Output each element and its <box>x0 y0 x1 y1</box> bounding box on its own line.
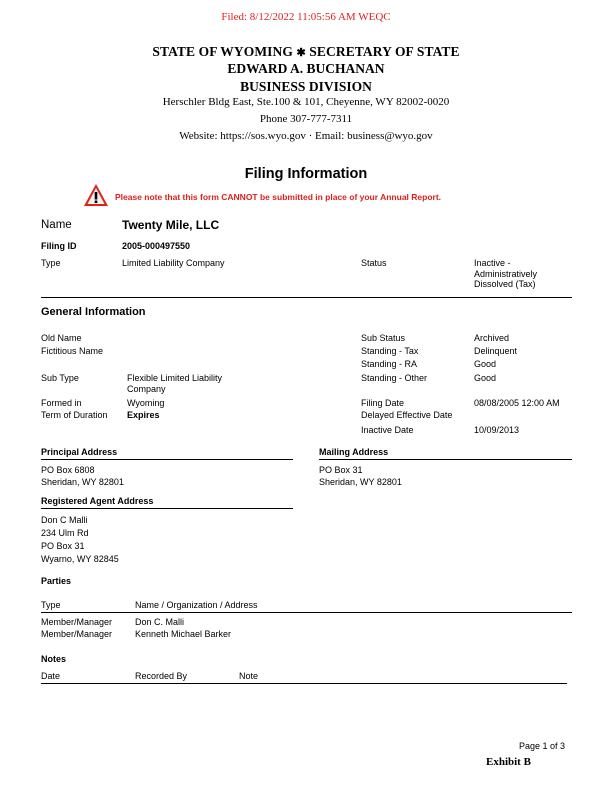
official-name: EDWARD A. BUCHANAN <box>227 61 385 76</box>
office-phone: Phone 307-777-7311 <box>259 113 353 125</box>
delayed-effective-date-label: Delayed Effective Date <box>361 410 453 420</box>
filing-id-label: Filing ID <box>41 241 77 251</box>
divider <box>41 508 293 509</box>
standing-tax-value: Delinquent <box>474 346 518 356</box>
divider <box>41 459 293 460</box>
star-separator-icon: ✱ <box>296 47 306 59</box>
warning-icon <box>83 183 109 207</box>
filing-date-value: 08/08/2005 12:00 AM <box>474 398 560 408</box>
party-name: Kenneth Michael Barker <box>135 629 232 639</box>
sub-type-value: Flexible Limited Liability Company <box>127 373 223 394</box>
principal-address-line2: Sheridan, WY 82801 <box>41 477 124 487</box>
standing-ra-label: Standing - RA <box>361 359 418 369</box>
status-value: Inactive - Administratively Dissolved (Tax) <box>474 258 538 289</box>
parties-col-name: Name / Organization / Address <box>135 600 258 610</box>
agent-address-line4: Wyarno, WY 82845 <box>41 554 119 564</box>
agent-address-line2: 234 Ulm Rd <box>41 528 89 538</box>
divider <box>41 612 572 613</box>
page-title: Filing Information <box>244 166 368 182</box>
type-value: Limited Liability Company <box>122 258 225 268</box>
divider <box>319 459 572 460</box>
fictitious-name-label: Fictitious Name <box>41 346 104 356</box>
principal-address-heading: Principal Address <box>41 447 118 457</box>
notes-col-recorded-by: Recorded By <box>135 671 188 681</box>
mailing-address-line2: Sheridan, WY 82801 <box>319 477 402 487</box>
party-type: Member/Manager <box>41 629 113 639</box>
notes-col-date: Date <box>41 671 61 681</box>
formed-in-label: Formed in <box>41 398 82 408</box>
standing-other-value: Good <box>474 373 497 383</box>
notes-col-note: Note <box>239 671 259 681</box>
agency-heading <box>0 44 612 60</box>
name-label: Name <box>41 219 72 231</box>
status-label: Status <box>361 258 387 268</box>
inactive-date-value: 10/09/2013 <box>474 425 520 435</box>
formed-in-value: Wyoming <box>127 398 165 408</box>
divider <box>41 683 567 684</box>
filing-date-label: Filing Date <box>361 398 405 408</box>
mailing-address-heading: Mailing Address <box>319 447 389 457</box>
office-address: Herschler Bldg East, Ste.100 & 101, Cheyenne, WY 82002-0020 <box>162 96 450 108</box>
sub-status-value: Archived <box>474 333 510 343</box>
state-name: STATE OF WYOMING <box>152 44 293 59</box>
office-name: SECRETARY OF STATE <box>309 44 460 59</box>
notes-heading: Notes <box>41 654 67 664</box>
annual-report-warning: Please note that this form CANNOT be submitted in place of your Annual Report. <box>115 192 442 202</box>
office-web-email: Website: https://sos.wyo.gov · Email: business@wyo.gov <box>179 130 433 142</box>
agent-address-line3: PO Box 31 <box>41 541 85 551</box>
type-label: Type <box>41 258 61 268</box>
term-of-duration-label: Term of Duration <box>41 410 108 420</box>
inactive-date-label: Inactive Date <box>361 425 414 435</box>
sub-type-label: Sub Type <box>41 373 79 383</box>
general-info-heading: General Information <box>41 306 146 318</box>
filed-stamp: Filed: 8/12/2022 11:05:56 AM WEQC <box>221 11 391 23</box>
term-of-duration-value: Expires <box>127 410 160 420</box>
standing-ra-value: Good <box>474 359 497 369</box>
parties-heading: Parties <box>41 576 72 586</box>
registered-agent-heading: Registered Agent Address <box>41 496 154 506</box>
party-name: Don C. Malli <box>135 617 185 627</box>
old-name-label: Old Name <box>41 333 82 343</box>
party-type: Member/Manager <box>41 617 113 627</box>
standing-tax-label: Standing - Tax <box>361 346 419 356</box>
division-name: BUSINESS DIVISION <box>240 79 372 94</box>
standing-other-label: Standing - Other <box>361 373 428 383</box>
divider <box>41 297 572 298</box>
filing-id-value: 2005-000497550 <box>122 241 191 251</box>
exhibit-label: Exhibit B <box>486 756 531 768</box>
sub-status-label: Sub Status <box>361 333 406 343</box>
agent-address-line1: Don C Malli <box>41 515 88 525</box>
page-number: Page 1 of 3 <box>519 741 566 751</box>
mailing-address-line1: PO Box 31 <box>319 465 363 475</box>
principal-address-line1: PO Box 6808 <box>41 465 95 475</box>
entity-name: Twenty Mile, LLC <box>122 218 220 232</box>
parties-col-type: Type <box>41 600 61 610</box>
